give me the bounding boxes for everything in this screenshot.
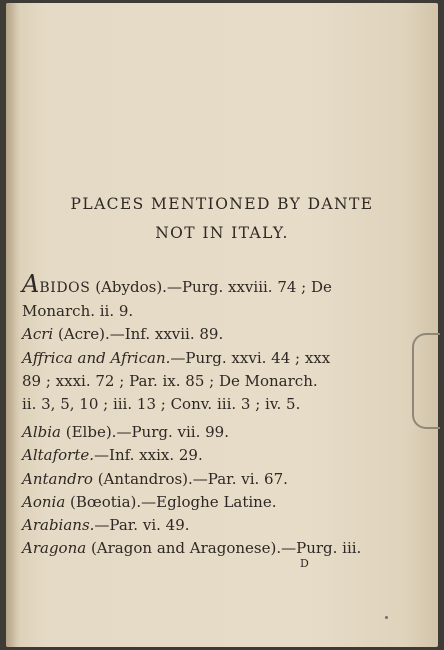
entry-headword: Acri (22, 325, 54, 343)
page-heading-line-1: PLACES MENTIONED BY DANTE (70, 195, 374, 213)
paper-speck (385, 616, 388, 619)
entry-references: —Par. vi. 49. (94, 516, 190, 534)
entry-references: (Aragon and Aragonese).—Purg. iii. (86, 539, 362, 557)
entry-continuation: Monarch. ii. 9. (22, 302, 134, 320)
entry-references: (Antandros).—Par. vi. 67. (92, 470, 288, 488)
index-entry-antandro (22, 468, 444, 491)
book-page (6, 3, 438, 647)
drop-cap: A (22, 270, 40, 298)
entry-references: —Inf. xxix. 29. (94, 446, 203, 464)
entry-references: —Purg. xxvi. 44 ; xxx (170, 349, 331, 367)
index-entry-aragona (22, 537, 444, 560)
index-entry-altaforte (22, 444, 444, 467)
entry-headword: Albia (22, 423, 61, 441)
entry-references: (Elbe).—Purg. vii. 99. (60, 423, 229, 441)
entry-references: (Acre).—Inf. xxvii. 89. (53, 325, 224, 343)
index-entry-affrica (22, 347, 444, 416)
signature-mark: D (300, 557, 310, 570)
entry-headword: Aonia (22, 493, 66, 511)
entry-continuation: ii. 3, 5, 10 ; iii. 13 ; Conv. iii. 3 ; iv. 5. (22, 395, 301, 413)
page-heading-line-2: NOT IN ITALY. (155, 224, 289, 242)
index-entry-albia (22, 421, 444, 444)
entry-headword: Altaforte. (22, 446, 95, 464)
entry-headword: Affrica and African. (22, 349, 171, 367)
entry-headword: Arabians. (22, 516, 95, 534)
entry-continuation: 89 ; xxxi. 72 ; Par. ix. 85 ; De Monarch. (22, 372, 318, 390)
page-gutter-shadow (6, 3, 20, 647)
entry-headword: Aragona (22, 539, 87, 557)
entry-references: (Abydos).—Purg. xxviii. 74 ; De (90, 278, 332, 296)
entry-headword: BIDOS (39, 280, 91, 296)
index-entry-acri (22, 323, 444, 346)
entry-headword: Antandro (22, 470, 93, 488)
entry-references: (Bœotia).—Egloghe Latine. (65, 493, 277, 511)
index-entry-abidos (22, 270, 444, 323)
index-entry-arabians (22, 514, 444, 537)
index-entry-aonia (22, 491, 444, 514)
